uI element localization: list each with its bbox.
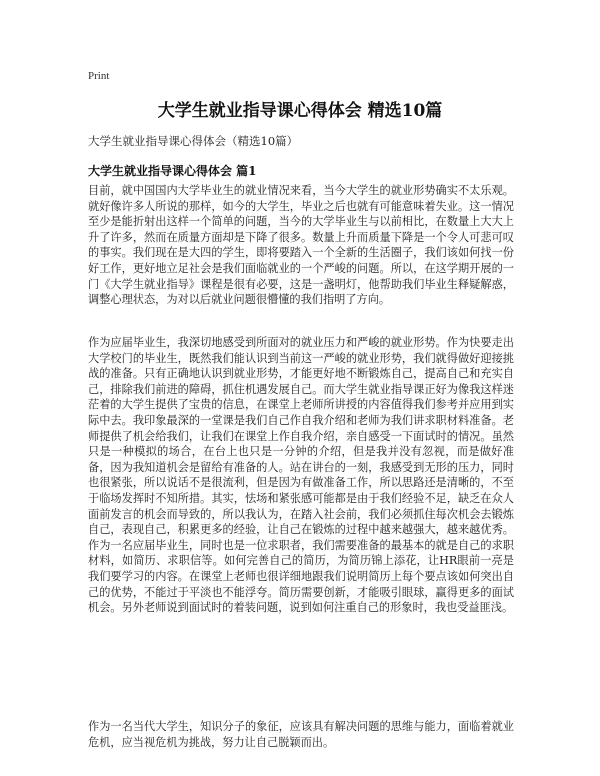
document-title: 大学生就业指导课心得体会 精选10篇 xyxy=(157,101,443,121)
paragraph-3: 作为一名当代大学生，知识分子的象征，应该具有解决问题的思维与能力，面临着就业危机，应当视危机为挑战，努力让自己脱颖而出。 xyxy=(88,720,514,749)
paragraph-2: 作为应届毕业生，我深切地感受到所面对的就业压力和严峻的就业形势。作为快要走出大学校门的毕业生，既然我们能认识到当前这一严峻的就业形势，我们就得做好迎接挑战的准备。只有正确地认识到就业形势，才能更好地不断锻炼自己，提高自己和充实自己，排除我们前进的障碍，抓住机遇发展自己。而大学生就业指导课正好为像我这样迷茫着的大学生提供了宝贵的信息，在课堂上老师所讲授的内容值得我们参考并应用到实际中去。我印象最深的一堂课是我们自己作自我介绍和老师为我们讲求职材料准备。老师提供了机会给我们，让我们在课堂上作自我介绍，亲自感受一下面试时的情况。虽然只是一种模拟的场合，在台上也只是一分钟的介绍，但是我并没有忽视，而是做好准备，因为我知道机会是留给有准备的人。站在讲台的一刻，我感受到无形的压力，同时也很紧张，所以说话不是很流利，但是因为有做准备工作，所以思路还是清晰的，不至于临场发挥时不知所措。其实，怯场和紧张感可能都是由于我们经验不足，缺乏在众人面前发言的机会而导致的，所以我认为，在踏入社会前，我们必须抓住每次机会去锻炼自己，表现自己，积累更多的经验，让自己在锻炼的过程中越来越强大，越来越优秀。作为一名应届毕业生，同时也是一位求职者，我们需要准备的最基本的就是自己的求职材料，如简历、求职信等。如何完善自己的简历，为简历锦上添花，让HR眼前一亮是我们要学习的内容。在课堂上老师也很详细地跟我们说明简历上每个要点该如何突出自己的优势，不能过于平淡也不能浮夸。简历需要创新，才能吸引眼球，赢得更多的面试机会。另外老师说到面试时的着装问题，说到如何注重自己的形象时，我也受益匪浅。 xyxy=(88,336,514,615)
paragraph-1: 目前，就中国国内大学毕业生的就业情况来看，当今大学生的就业形势确实不太乐观。就好像许多人所说的那样，如今的大学生，毕业之后也就有可能意味着失业。这一情况至少是能折射出这样一个简单的问题，当今的大学毕业生与以前相比，在数量上大大上升了许多，然而在质量方面却是下降了很多。数量上升而质量下降是一个令人可悲可叹的事实。我们现在是大四的学生，即将要踏入一个全新的生活圈子，我们该如何找一份好工作，更好地立足社会是我们面临就业的一个严峻的问题。所以，在这学期开展的一门《大学生就业指导》课程是很有必要，这是一盏明灯，他帮助我们毕业生释疑解惑，调整心理状态，为对以后就业问题很懵懂的我们指明了方向。 xyxy=(88,184,514,307)
document-subtitle: 大学生就业指导课心得体会（精选10篇） xyxy=(88,134,299,148)
section-heading: 大学生就业指导课心得体会 篇1 xyxy=(88,164,257,178)
print-label: Print xyxy=(88,70,110,82)
